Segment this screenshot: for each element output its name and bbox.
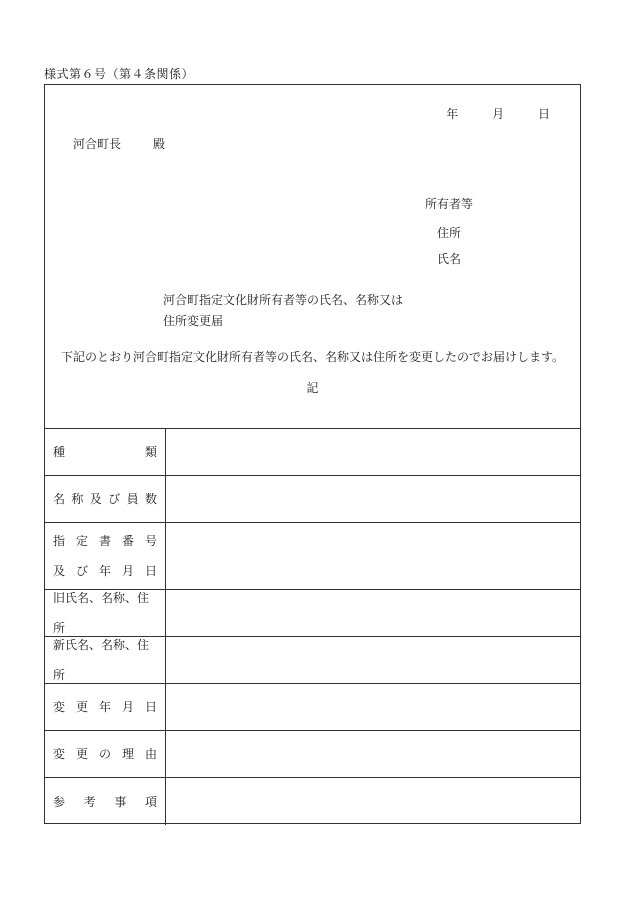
row-value-field[interactable] [166, 684, 580, 730]
addressee-honorific: 殿 [153, 137, 166, 151]
table-row [45, 476, 580, 523]
row-label-text: 参 考 事 項 [53, 794, 157, 809]
table-row [45, 731, 580, 778]
row-label [45, 476, 166, 522]
table-row [45, 523, 580, 590]
row-label [45, 637, 166, 683]
table-row [45, 637, 580, 684]
table-row [45, 429, 580, 476]
row-label-text: 変 更 の 理 由 [53, 747, 157, 761]
row-label-text: 旧氏名、名称、住所 [53, 591, 150, 635]
row-label [45, 731, 166, 777]
date-day[interactable]: 日 [537, 107, 550, 121]
table-row [45, 778, 580, 825]
table-row [45, 684, 580, 731]
details-table [45, 428, 580, 825]
date-year[interactable]: 年 [446, 107, 459, 121]
row-label [45, 684, 166, 730]
row-value-field[interactable] [166, 637, 580, 683]
row-label [45, 778, 166, 825]
row-label-text: 種 類 [53, 445, 157, 459]
addressee-name: 河合町長 [73, 137, 122, 151]
addressee [73, 135, 165, 152]
row-label-text: 及 び 年 月 日 [53, 564, 157, 578]
owner-name-label[interactable]: 氏名 [437, 252, 462, 266]
date-row [416, 105, 550, 122]
form-frame [44, 84, 581, 824]
row-label [45, 429, 166, 475]
row-value-field[interactable] [166, 476, 580, 522]
row-value-field[interactable] [166, 778, 580, 825]
row-label [45, 523, 166, 589]
document-title-line1: 河合町指定文化財所有者等の氏名、名称又は [163, 293, 404, 307]
owner-label: 所有者等 [425, 197, 474, 211]
row-value-field[interactable] [166, 590, 580, 636]
row-label-text: 指 定 書 番 号 [53, 534, 157, 548]
form-number-label: 様式第６号（第４条関係） [44, 67, 195, 81]
row-label-text: 新氏名、名称、住所 [53, 638, 150, 682]
row-label-text: 変 更 年 月 日 [53, 700, 157, 714]
document-title-line2: 住所変更届 [163, 314, 224, 328]
ki-heading: 記 [306, 381, 319, 395]
row-label-text: 名 称 及 び 員 数 [53, 492, 157, 506]
date-month[interactable]: 月 [492, 107, 505, 121]
row-value-field[interactable] [166, 429, 580, 475]
row-value-field[interactable] [166, 523, 580, 589]
owner-address-label[interactable]: 住所 [437, 226, 462, 240]
body-text: 下記のとおり河合町指定文化財所有者等の氏名、名称又は住所を変更したのでお届けします。 [61, 350, 565, 364]
row-value-field[interactable] [166, 731, 580, 777]
